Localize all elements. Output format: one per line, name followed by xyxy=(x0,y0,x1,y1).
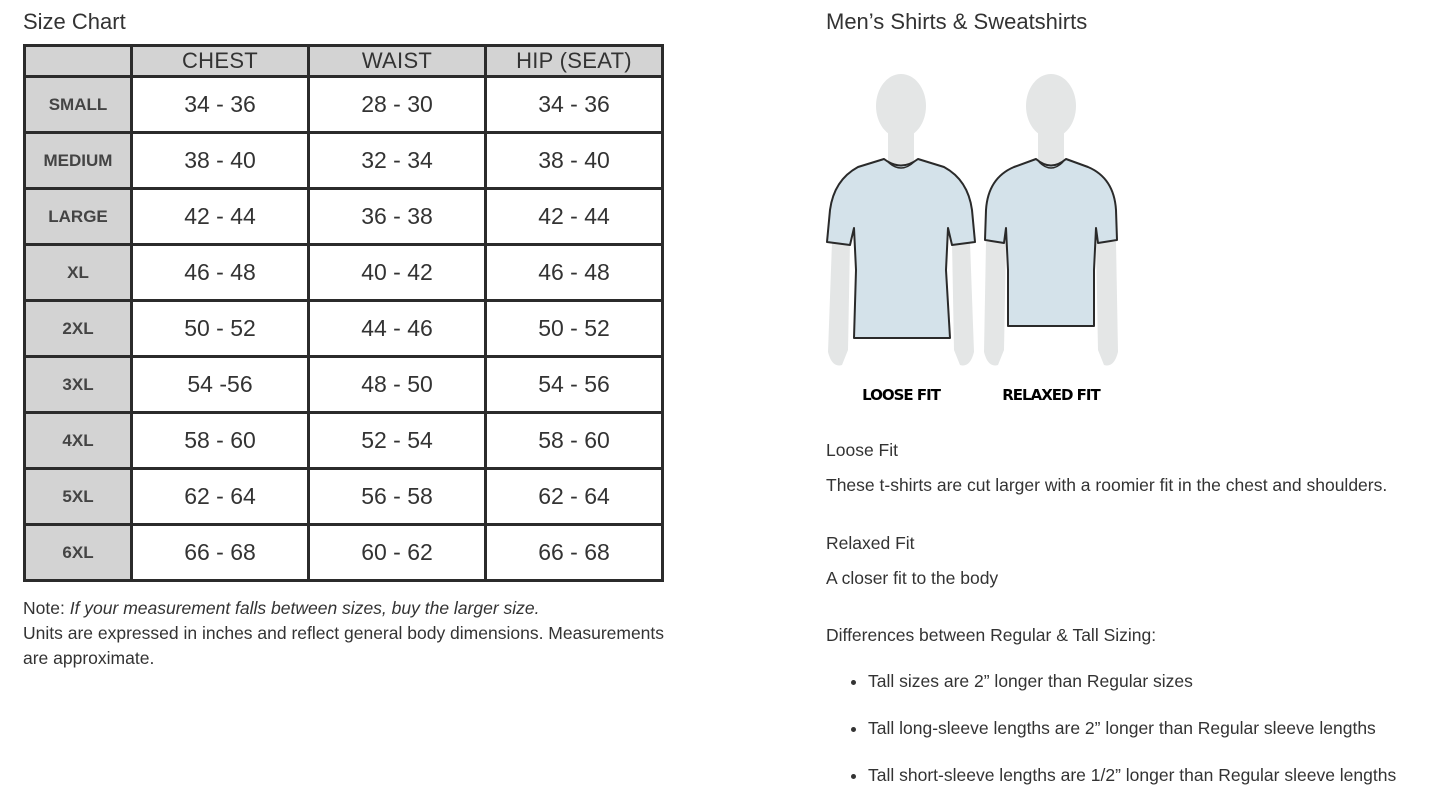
hip-cell: 46 - 48 xyxy=(486,245,663,301)
relaxed-fit-head xyxy=(1026,74,1076,138)
list-item: • Tall sizes are 2” longer than Regular sizes xyxy=(868,666,1396,713)
table-header-row xyxy=(25,46,663,77)
loose-fit-head xyxy=(876,74,926,138)
hip-cell: 50 - 52 xyxy=(486,301,663,357)
column-header-chest: CHEST xyxy=(132,46,309,77)
table-row xyxy=(25,245,663,301)
sizing-differences-heading: Differences between Regular & Tall Sizing: xyxy=(826,625,1157,645)
chest-cell: 54 -56 xyxy=(132,357,309,413)
chest-cell: 42 - 44 xyxy=(132,189,309,245)
size-chart-table xyxy=(23,44,664,582)
size-label: LARGE xyxy=(25,189,132,245)
hip-cell: 58 - 60 xyxy=(486,413,663,469)
relaxed-fit-right-arm xyxy=(1096,242,1118,365)
table-row xyxy=(25,469,663,525)
waist-cell: 48 - 50 xyxy=(309,357,486,413)
waist-cell: 56 - 58 xyxy=(309,469,486,525)
relaxed-fit-neck xyxy=(1038,130,1064,166)
loose-fit-left-arm xyxy=(828,242,850,365)
fit-illustration xyxy=(826,70,1136,410)
note-text: If your measurement falls between sizes, buy the larger size. xyxy=(69,598,540,618)
loose-fit-neck xyxy=(888,130,914,166)
waist-cell: 28 - 30 xyxy=(309,77,486,133)
chest-cell: 58 - 60 xyxy=(132,413,309,469)
waist-cell: 60 - 62 xyxy=(309,525,486,581)
header-corner-cell xyxy=(25,46,132,77)
chest-cell: 66 - 68 xyxy=(132,525,309,581)
relaxed-fit-heading: Relaxed Fit xyxy=(826,533,915,553)
size-label: 6XL xyxy=(25,525,132,581)
table-row xyxy=(25,525,663,581)
units-text: Units are expressed in inches and reflect general body dimensions. Measurements are approximate. xyxy=(23,623,665,668)
chest-cell: 38 - 40 xyxy=(132,133,309,189)
table-row xyxy=(25,357,663,413)
waist-cell: 36 - 38 xyxy=(309,189,486,245)
loose-fit-label: LOOSE FIT xyxy=(862,386,940,404)
relaxed-fit-description: A closer fit to the body xyxy=(826,568,999,588)
size-label: 2XL xyxy=(25,301,132,357)
size-chart-title: Size Chart xyxy=(23,9,126,34)
hip-cell: 34 - 36 xyxy=(486,77,663,133)
table-row xyxy=(25,133,663,189)
column-header-waist: WAIST xyxy=(309,46,486,77)
waist-cell: 32 - 34 xyxy=(309,133,486,189)
note-label: Note: xyxy=(23,598,65,618)
loose-fit-heading: Loose Fit xyxy=(826,440,898,460)
loose-fit-right-arm xyxy=(952,242,974,365)
size-label: XL xyxy=(25,245,132,301)
note-line xyxy=(23,596,673,621)
mens-shirts-title: Men’s Shirts & Sweatshirts xyxy=(826,9,1088,34)
relaxed-fit-label: RELAXED FIT xyxy=(1002,386,1100,404)
list-item: • Tall short-sleeve lengths are 1/2” longer than Regular sleeve lengths xyxy=(868,760,1396,807)
size-label: 5XL xyxy=(25,469,132,525)
hip-cell: 62 - 64 xyxy=(486,469,663,525)
size-label: 3XL xyxy=(25,357,132,413)
hip-cell: 66 - 68 xyxy=(486,525,663,581)
size-label: MEDIUM xyxy=(25,133,132,189)
waist-cell: 40 - 42 xyxy=(309,245,486,301)
hip-cell: 54 - 56 xyxy=(486,357,663,413)
chest-cell: 34 - 36 xyxy=(132,77,309,133)
hip-cell: 42 - 44 xyxy=(486,189,663,245)
table-row xyxy=(25,189,663,245)
loose-fit-description: These t-shirts are cut larger with a roomier fit in the chest and shoulders. xyxy=(826,475,1388,495)
table-row xyxy=(25,413,663,469)
size-note xyxy=(23,596,673,671)
list-item: • Tall long-sleeve lengths are 2” longer than Regular sleeve lengths xyxy=(868,713,1396,760)
relaxed-fit-left-arm xyxy=(984,242,1006,365)
chest-cell: 46 - 48 xyxy=(132,245,309,301)
waist-cell: 44 - 46 xyxy=(309,301,486,357)
table-row xyxy=(25,77,663,133)
loose-fit-figure xyxy=(827,74,975,365)
column-header-hip: HIP (SEAT) xyxy=(486,46,663,77)
table-row xyxy=(25,301,663,357)
chest-cell: 50 - 52 xyxy=(132,301,309,357)
sizing-differences-list xyxy=(826,666,1396,807)
relaxed-fit-figure xyxy=(984,74,1118,365)
size-label: SMALL xyxy=(25,77,132,133)
chest-cell: 62 - 64 xyxy=(132,469,309,525)
hip-cell: 38 - 40 xyxy=(486,133,663,189)
size-label: 4XL xyxy=(25,413,132,469)
waist-cell: 52 - 54 xyxy=(309,413,486,469)
